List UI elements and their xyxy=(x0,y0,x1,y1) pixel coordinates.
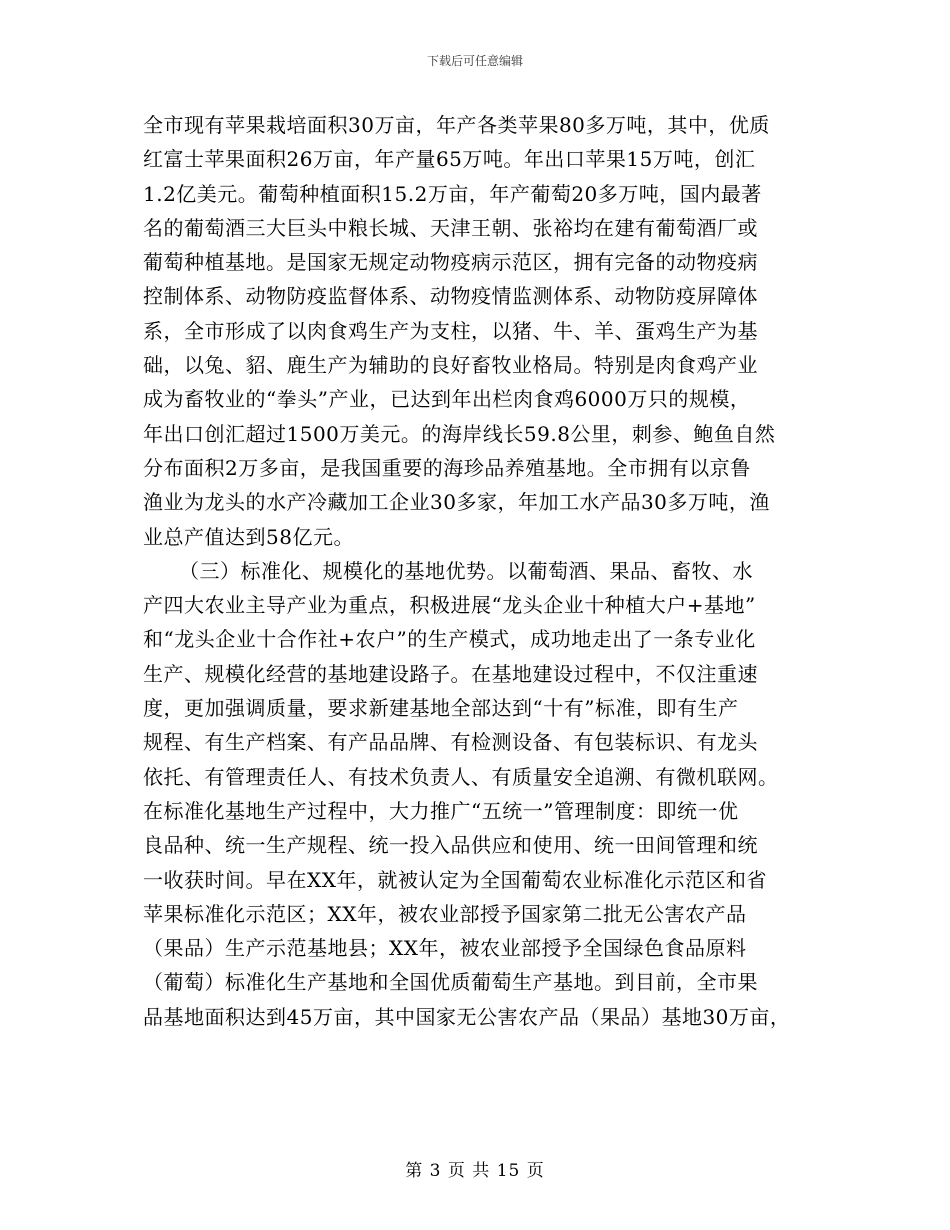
page-footer: 第 3 页 共 15 页 xyxy=(405,1161,545,1181)
text-line: 良品种、统一生产规程、统一投入品供应和使用、统一田间管理和统 xyxy=(143,833,758,858)
text-line: 和“龙头企业十合作社+农户”的生产模式，成功地走出了一条专业化 xyxy=(143,627,756,652)
text-line: 系，全市形成了以肉食鸡生产为支柱，以猪、牛、羊、蛋鸡生产为基 xyxy=(143,318,758,343)
text-line: （果品）生产示范基地县；XX年，被农业部授予全国绿色食品原料 xyxy=(143,936,747,961)
text-line: 苹果标准化示范区；XX年，被农业部授予国家第二批无公害农产品 xyxy=(143,901,747,926)
text-line: 产四大农业主导产业为重点，积极进展“龙头企业十种植大户+基地” xyxy=(143,593,756,618)
text-line: 分布面积2万多亩，是我国重要的海珍品养殖基地。全市拥有以京鲁 xyxy=(143,455,751,480)
text-line: 渔业为龙头的水产冷藏加工企业30多家，年加工水产品30多万吨，渔 xyxy=(143,490,770,515)
text-line: 依托、有管理责任人、有技术负责人、有质量安全追溯、有微机联网。 xyxy=(143,764,779,789)
text-line: （葡萄）标准化生产基地和全国优质葡萄生产基地。到目前，全市果 xyxy=(143,970,758,995)
body-text xyxy=(143,108,823,1034)
text-line: 一收获时间。早在XX年，就被认定为全国葡萄农业标准化示范区和省 xyxy=(143,867,767,892)
page-header: 下载后可任意编辑 xyxy=(426,54,523,68)
text-line: 业总产值达到58亿元。 xyxy=(143,524,354,549)
text-line: 1.2亿美元。葡萄种植面积15.2万亩，年产葡萄20多万吨，国内最著 xyxy=(143,181,762,206)
text-line: 名的葡萄酒三大巨头中粮长城、天津王朝、张裕均在建有葡萄酒厂或 xyxy=(143,215,758,240)
text-line: 品基地面积达到45万亩，其中国家无公害农产品（果品）基地30万亩， xyxy=(143,1004,791,1029)
text-line: 年出口创汇超过1500万美元。的海岸线长59.8公里，刺参、鲍鱼自然 xyxy=(143,421,776,446)
text-line: 控制体系、动物防疫监督体系、动物疫情监测体系、动物防疫屏障体 xyxy=(143,284,758,309)
paragraph-first-line: （三）标准化、规模化的基地优势。以葡萄酒、果品、畜牧、水 xyxy=(179,558,753,583)
text-line: 成为畜牧业的“拳头”产业，已达到年出栏肉食鸡6000万只的规模， xyxy=(143,387,751,412)
text-line: 红富士苹果面积26万亩，年产量65万吨。年出口苹果15万吨，创汇 xyxy=(143,147,756,172)
text-line: 生产、规模化经营的基地建设路子。在基地建设过程中，不仅注重速 xyxy=(143,661,758,686)
text-line: 度，更加强调质量，要求新建基地全部达到“十有”标准，即有生产 xyxy=(143,696,739,721)
text-line: 规程、有生产档案、有产品品牌、有检测设备、有包装标识、有龙头 xyxy=(143,730,758,755)
text-line: 础，以兔、貂、鹿生产为辅助的良好畜牧业格局。特别是肉食鸡产业 xyxy=(143,353,758,378)
text-line: 全市现有苹果栽培面积30万亩，年产各类苹果80多万吨，其中，优质 xyxy=(143,113,770,137)
text-line: 葡萄种植基地。是国家无规定动物疫病示范区，拥有完备的动物疫病 xyxy=(143,250,758,275)
text-line: 在标准化基地生产过程中，大力推广“五统一”管理制度：即统一优 xyxy=(143,798,739,823)
